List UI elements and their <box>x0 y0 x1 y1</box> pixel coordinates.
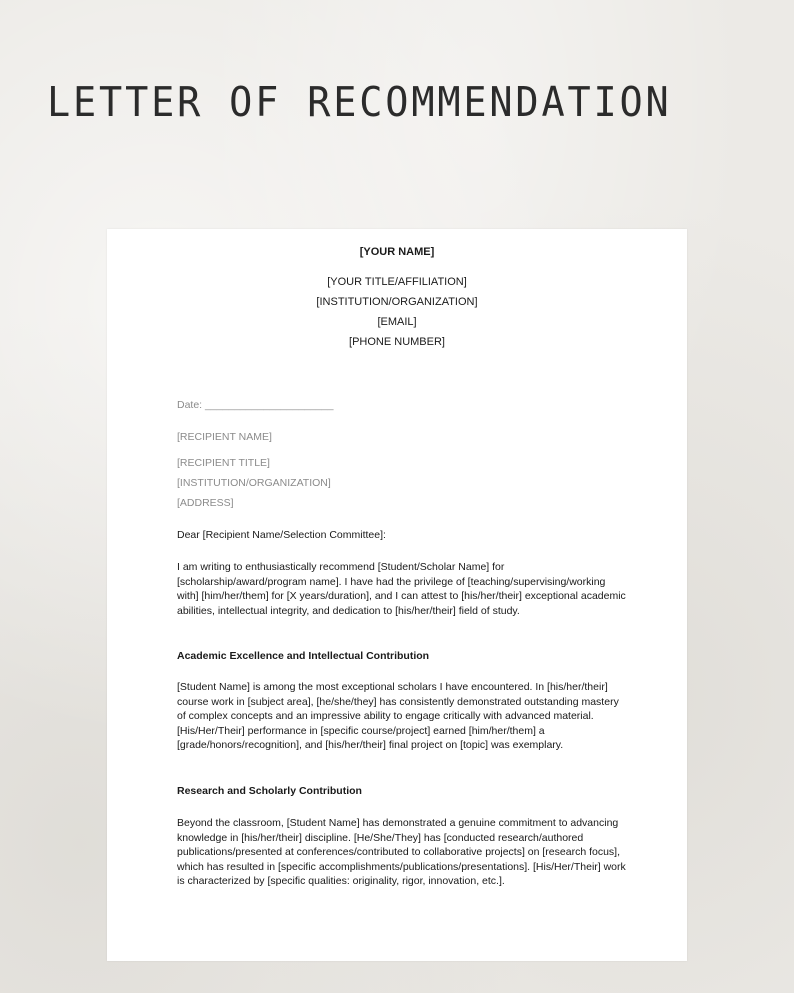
sender-phone: [PHONE NUMBER] <box>349 336 445 348</box>
letter-sheet <box>107 229 687 961</box>
date-line: Date: ______________________ <box>177 399 334 411</box>
sender-block <box>107 246 687 352</box>
section-paragraph: Beyond the classroom, [Student Name] has demonstrated a genuine commitment to advancing knowledge in [his/her/their] discipline. [He/She/They] has [conducted research/authored publications/presented at conferences/contributed to collaborative projects] on [research focus], which has resulted in [specific accomplishments/publications/presentations]. [His/Her/Their] work is characterized by [specific qualities: originality, rigor, innovation, etc.]. <box>177 817 626 888</box>
sender-email: [EMAIL] <box>377 316 417 328</box>
recipient-name: [RECIPIENT NAME] <box>177 431 272 443</box>
section-heading: Academic Excellence and Intellectual Contribution <box>177 650 430 662</box>
recipient-title: [RECIPIENT TITLE] <box>177 457 270 469</box>
sender-name: [YOUR NAME] <box>359 246 435 258</box>
sender-title: [YOUR TITLE/AFFILIATION] <box>327 276 467 288</box>
recipient-institution: [INSTITUTION/ORGANIZATION] <box>177 477 331 489</box>
banner-title: LETTER OF RECOMMENDATION <box>47 78 672 126</box>
section-heading: Research and Scholarly Contribution <box>177 785 362 797</box>
recipient-address: [ADDRESS] <box>177 497 234 509</box>
section-paragraph: [Student Name] is among the most exceptional scholars I have encountered. In [his/her/their] course work in [subject area], [he/she/they] has consistently demonstrated outstanding mastery of complex concepts and an impressive ability to engage critically with advanced material. [His/Her/Their] performance in [specific course/project] earned [him/her/them] a [grade/honors/recognition], and [his/her/their] final project on [topic] was exemplary. <box>177 681 619 752</box>
recipient-block <box>177 427 627 513</box>
sender-institution: [INSTITUTION/ORGANIZATION] <box>316 296 478 308</box>
intro-paragraph: I am writing to enthusiastically recommend [Student/Scholar Name] for [scholarship/award/program name]. I have had the privilege of [teaching/supervising/working with] [him/her/them] for [X years/duration], and I can attest to [his/her/their] exceptional academic abilities, intellectual integrity, and dedication to [his/her/their] field of study. <box>177 561 626 617</box>
salutation: Dear [Recipient Name/Selection Committee]: <box>177 529 386 541</box>
